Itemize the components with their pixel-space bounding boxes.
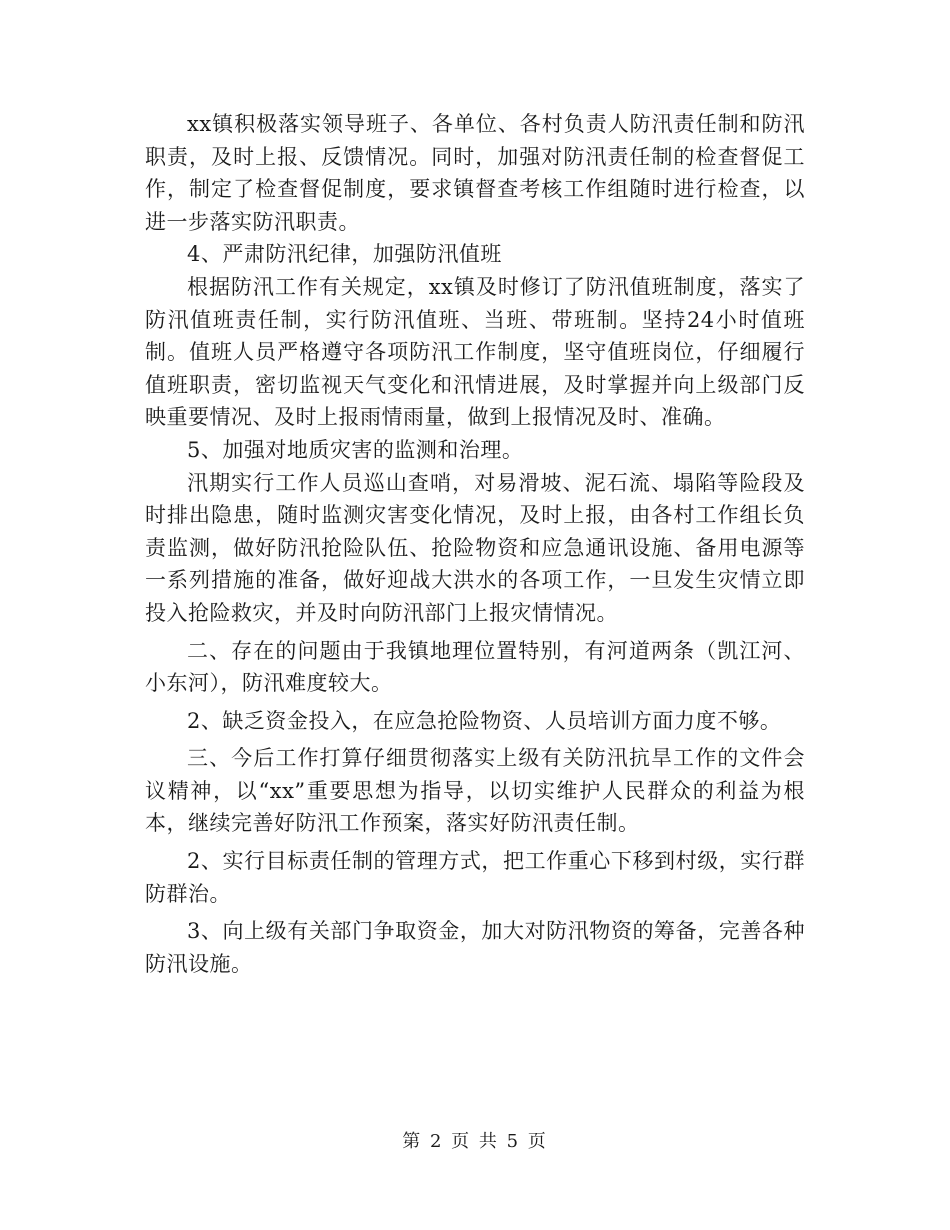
heading-duty-discipline: 4、严肃防汛纪律，加强防汛值班: [187, 242, 502, 267]
paragraph-target-responsibility: 2、实行目标责任制的管理方式，把工作重心下移到村级，实行群防群治。: [145, 849, 805, 906]
page-number: 第 2 页 共 5 页: [402, 1131, 548, 1152]
paragraph-geological-hazard: 汛期实行工作人员巡山查哨，对易滑坡、泥石流、塌陷等险段及时排出隐患，随时监测灾害变化情况，及时上报，由各村工作组长负责监测，做好防汛抢险队伍、抢险物资和应急通讯设施、备用电源等一系列措施的准备，做好迎战大洪水的各项工作，一旦发生灾情立即投入抢险救灾，并及时向防汛部门上报灾情情况。: [145, 470, 805, 625]
paragraph-duty-responsibility: xx镇积极落实领导班子、各单位、各村负责人防汛责任制和防汛职责，及时上报、反馈情况。同时，加强对防汛责任制的检查督促工作，制定了检查督促制度，要求镇督查考核工作组随时进行检查，以进一步落实防汛职责。: [145, 112, 805, 234]
paragraph-lack-of-funds: 2、缺乏资金投入，在应急抢险物资、人员培训方面力度不够。: [187, 708, 782, 733]
document-body: [145, 108, 805, 980]
heading-geological-hazard: 5、加强对地质灾害的监测和治理。: [187, 437, 524, 462]
paragraph-duty-shift: 根据防汛工作有关规定，xx镇及时修订了防汛值班制度，落实了防汛值班责任制，实行防汛值班、当班、带班制。坚持24小时值班制。值班人员严格遵守各项防汛工作制度，坚守值班岗位，仔细履行值班职责，密切监视天气变化和汛情进展，及时掌握并向上级部门反映重要情况、及时上报雨情雨量，做到上报情况及时、准确。: [145, 274, 805, 430]
paragraph-future-plans: 三、今后工作打算仔细贯彻落实上级有关防汛抗旱工作的文件会议精神，以“xx”重要思想为指导，以切实维护人民群众的利益为根本，继续完善好防汛工作预案，落实好防汛责任制。: [145, 746, 805, 836]
paragraph-seek-funding: 3、向上级有关部门争取资金，加大对防汛物资的筹备，完善各种防汛设施。: [145, 919, 805, 976]
paragraph-existing-problems: 二、存在的问题由于我镇地理位置特别，有河道两条（凯江河、小东河），防汛难度较大。: [145, 638, 805, 696]
